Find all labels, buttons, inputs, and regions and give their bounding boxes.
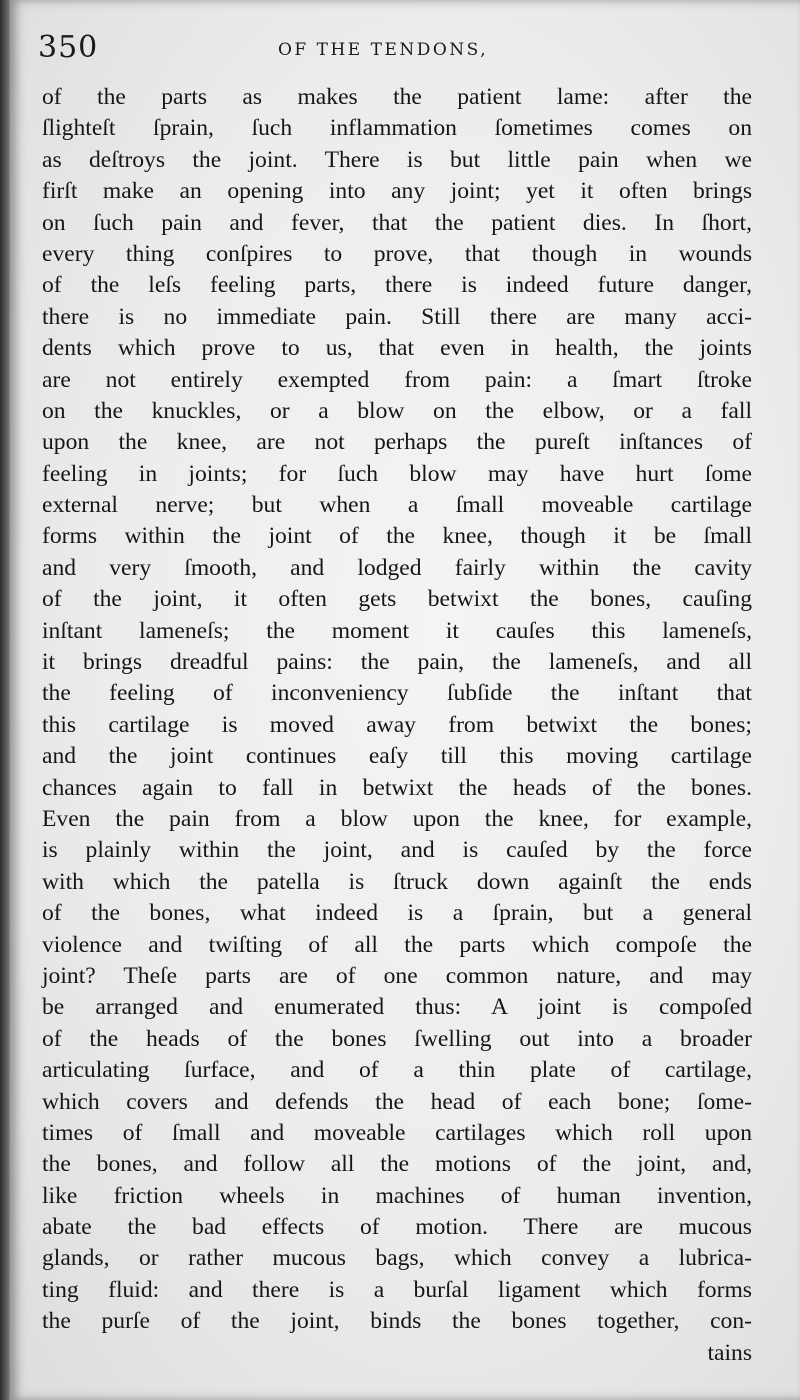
text-line: articulating ſurface, and of a thin plate of cartilage, <box>42 1057 752 1084</box>
text-line: the feeling of inconveniency ſubſide the inſtant that <box>42 680 752 707</box>
text-line: of the joint, it often gets betwixt the bones, cauſing <box>42 586 752 613</box>
body-text <box>42 82 752 1369</box>
text-line: glands, or rather mucous bags, which convey a lubrica- <box>42 1245 752 1272</box>
text-line: every thing conſpires to prove, that though in wounds <box>42 240 752 267</box>
text-line: of the parts as makes the patient lame: after the <box>42 84 752 110</box>
catchword: tains <box>707 1339 752 1366</box>
text-line: violence and twiſting of all the parts which compoſe the <box>42 931 752 958</box>
text-line: are not entirely exempted from pain: a ſmart ſtroke <box>42 366 752 393</box>
text-line: there is no immediate pain. Still there are many acci- <box>42 303 752 330</box>
text-line: which covers and defends the head of each bone; ſome- <box>42 1088 752 1115</box>
text-line: the purſe of the joint, binds the bones together, con- <box>42 1308 752 1335</box>
text-line: chances again to fall in betwixt the heads of the bones. <box>42 774 752 801</box>
text-line: upon the knee, are not perhaps the pureſt inſtances of <box>42 429 752 456</box>
text-line: joint? Theſe parts are of one common nature, and may <box>42 962 752 989</box>
text-line: on the knuckles, or a blow on the elbow, or a fall <box>42 397 752 424</box>
text-line: Even the pain from a blow upon the knee, for example, <box>42 805 752 832</box>
text-line: external nerve; but when a ſmall moveable cartilage <box>42 492 752 519</box>
text-line: is plainly within the joint, and is cauſed by the force <box>42 837 752 864</box>
text-line: of the bones, what indeed is a ſprain, but a general <box>42 900 752 927</box>
text-line: with which the patella is ſtruck down againſt the ends <box>42 868 752 895</box>
text-line: of the leſs feeling parts, there is indeed future danger, <box>42 272 752 299</box>
text-line: ting fluid: and there is a burſal ligament which forms <box>42 1276 752 1303</box>
text-line: firſt make an opening into any joint; yet it often brings <box>42 178 752 205</box>
text-line: the bones, and follow all the motions of the joint, and, <box>42 1151 752 1178</box>
text-line: abate the bad effects of motion. There are mucous <box>42 1214 752 1241</box>
text-line: ſlighteſt ſprain, ſuch inflammation ſometimes comes on <box>42 115 752 142</box>
text-line: it brings dreadful pains: the pain, the lameneſs, and all <box>42 649 752 676</box>
text-line: be arranged and enumerated thus: A joint is compoſed <box>42 994 752 1021</box>
text-line: on ſuch pain and fever, that the patient dies. In ſhort, <box>42 209 752 236</box>
text-line: of the heads of the bones ſwelling out into a broader <box>42 1025 752 1052</box>
running-head <box>38 30 738 70</box>
book-page <box>10 0 800 1400</box>
section-title: OF THE TENDONS, <box>278 40 489 60</box>
text-line: as deſtroys the joint. There is but little pain when we <box>42 146 752 173</box>
text-line: inſtant lameneſs; the moment it cauſes this lameneſs, <box>42 617 752 644</box>
page-number: 350 <box>38 30 99 65</box>
text-line: feeling in joints; for ſuch blow may have hurt ſome <box>42 460 752 487</box>
text-line: and the joint continues eaſy till this moving cartilage <box>42 743 752 770</box>
text-line: this cartilage is moved away from betwixt the bones; <box>42 711 752 738</box>
text-line: like friction wheels in machines of human invention, <box>42 1182 752 1209</box>
text-line: times of ſmall and moveable cartilages which roll upon <box>42 1119 752 1146</box>
text-line: and very ſmooth, and lodged fairly within the cavity <box>42 554 752 581</box>
text-line: dents which prove to us, that even in health, the joints <box>42 335 752 362</box>
text-line: forms within the joint of the knee, though it be ſmall <box>42 523 752 550</box>
